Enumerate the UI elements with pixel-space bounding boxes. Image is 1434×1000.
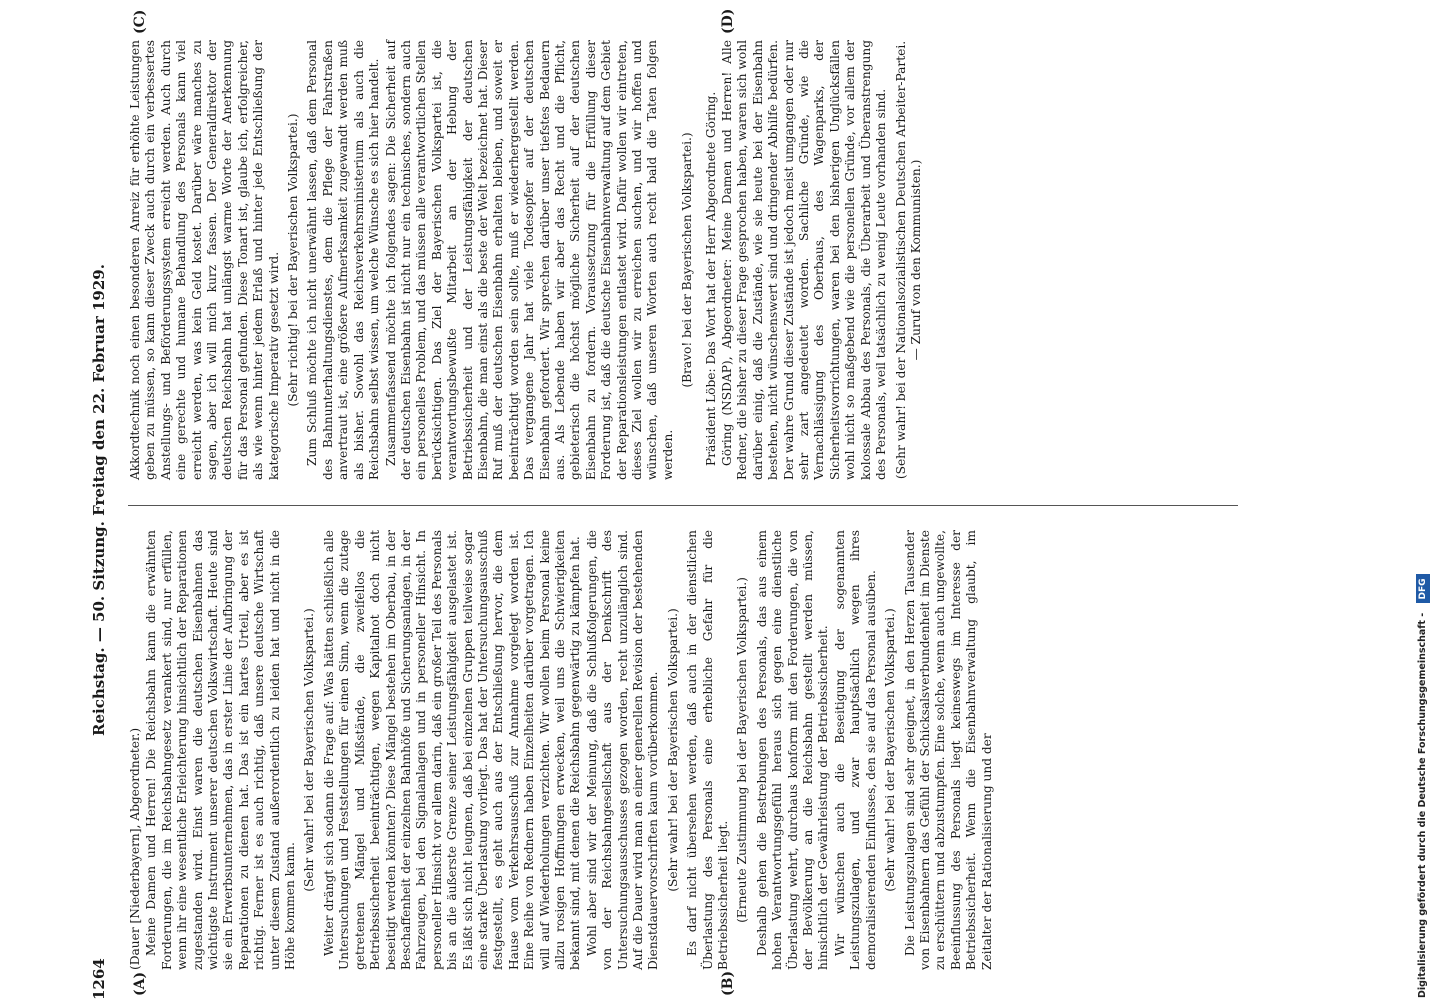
interjection: (Sehr richtig! bei der Bayerischen Volkspartei.): [286, 113, 301, 407]
paragraph: Die Leistungszulagen sind sehr geeignet, in den Herzen Tausender von Eisenbahnern das Gefühl der Schicksalsverbundenheit im Dienste zu erschüttern und abzustumpfen. Eine solche, wenn auch ungewollte, Beeinflussung des Personals liegt keineswegs im Interesse der Betriebssicherheit. Wenn die Eisenbahnverwaltung glaubt, im Zeitalter der Rationalisierung und der: [902, 530, 994, 970]
interjection: (Sehr wahr! bei der Nationalsozialistischen Deutschen Arbeiter-Partei. — Zuruf von den Kommunisten.): [893, 40, 923, 480]
text-column-right: [128, 40, 928, 480]
paragraph: Präsident Löbe: Das Wort hat der Herr Abgeordnete Göring.: [703, 91, 718, 466]
paragraph: Es darf nicht übersehen werden, daß auch in der dienstlichen Überlastung des Personals eine erhebliche Gefahr für die Betriebssicherheit liegt.: [685, 530, 731, 970]
paragraph: Meine Damen und Herren! Die Reichsbahn kann die erwähnten Forderungen, die im Reichsbahngesetz verankert sind, nur erfüllen, wenn ihr eine wesentliche Erleichterung hinsichtlich der Reparationen zugestanden wird. Einst waren die deutschen Eisenbahnen das wichtigste Instrument unserer deutschen Volkswirtschaft. Heute sind sie ein Erwerbsunternehmen, das in erster Linie der Aufbringung der Reparationen zu dienen hat. Das ist ein hartes Urteil, aber es ist richtig. Ferner ist es auch richtig, daß unsere deutsche Wirtschaft unter diesem Zustand außerordentlich zu leiden hat und nicht in die Höhe kommen kann.: [144, 530, 298, 970]
page-number: 1264: [90, 958, 108, 1000]
interjection: (Erneute Zustimmung bei der Bayerischen Volkspartei.): [735, 577, 750, 923]
column-divider: [128, 505, 1238, 506]
paragraph: Wir wünschen auch die Beseitigung der sogenannten Leistungszulagen, und zwar hauptsächlich wegen ihres demoralisierenden Einflusses, den sie auf das Personal ausüben.: [832, 530, 878, 970]
digitization-credit: [1416, 8, 1430, 998]
paragraph: Göring (NSDAP), Abgeordneter: Meine Damen und Herren! Alle Redner, die bisher zu dieser Frage gesprochen haben, waren sich wohl darüber einig, daß die Zustände, wie sie heute bei der Eisenbahn bestehen, nicht wünschenswert sind und dringender Abhilfe bedürfen. Der wahre Grund dieser Zustände ist jedoch meist umgangen oder nur sehr zart angedeutet worden. Sachliche Gründe, wie die Vernachlässigung des Oberbaus, des Wagenparks, der Sicherheitsvorrichtungen, waren bei den bisherigen Unglücksfällen wohl nicht so maßgebend wie die personellen Gründe, vor allem der kolossale Abbau des Personals, die Überarbeit und Überanstrengung des Personals, weil tatsächlich zu wenig Leute vorhanden sind.: [720, 40, 889, 480]
paragraph: (Dauer [Niederbayern], Abgeordneter.): [128, 727, 142, 970]
paragraph: Deshalb gehen die Bestrebungen des Personals, das aus einem hohen Verantwortungsgefühl heraus sich gegen eine dienstliche Überlastung wehrt, durchaus konform mit den Forderungen, die von der Bevölkerung an die Reichsbahn gestellt werden müssen, hinsichtlich der Gewährleistung der Betriebssicherheit.: [754, 530, 831, 970]
interjection: (Sehr wahr! bei der Bayerischen Volkspartei.): [302, 608, 317, 892]
rotated-document-page: [80, 0, 1340, 1000]
text-column-left: [128, 530, 996, 970]
interjection: (Sehr wahr! bei der Bayerischen Volkspartei.): [665, 608, 680, 892]
paragraph: Wohl aber sind wir der Meinung, daß die Schlußfolgerungen, die von der Reichsbahngesellschaft aus der Denkschrift des Untersuchungsausschusses gezogen worden, recht unzulänglich sind. Auf die Dauer wird man an einer generellen Revision der bestehenden Dienstdauervorschriften kaum vorüberkommen.: [584, 530, 661, 970]
paragraph: Weiter drängt sich sodann die Frage auf: Was hätten schließlich alle Untersuchungen und Feststellungen für einen Sinn, wenn die zutage getretenen Mängel und Mißstände, die zweifellos die Betriebssicherheit beeinträchtigen, wegen Kapitalnot doch nicht beseitigt werden könnten? Diese Mängel bestehen im Oberbau, in der Beschaffenheit der einzelnen Bahnhöfe und Sicherungsanlagen, in der Fahrzeugen, bei den Signalanlagen und in personeller Hinsicht. In personeller Hinsicht vor allem darin, daß ein großer Teil des Personals bis an die äußerste Grenze seiner Leistungsfähigkeit ausgelastet ist. Es läßt sich nicht leugnen, daß bei einzelnen Gruppen teilweise sogar eine starke Überlastung vorliegt. Das hat der Untersuchungsausschuß festgestellt, es geht auch aus der Entschließung hervor, die dem Hause vom Verkehrsausschuß zur Annahme vorgelegt worden ist. Eine Reihe von Rednern haben Einzelheiten darüber vorgetragen. Ich will auf Wiederholungen verzichten. Wir wollen beim Personal keine allzu rosigen Hoffnungen erwecken, weil uns die Schwierigkeiten bekannt sind, mit denen die Reichsbahn gegenwärtig zu kämpfen hat.: [321, 530, 583, 970]
interjection: (Sehr wahr! bei der Bayerischen Volkspartei.): [883, 608, 898, 892]
margin-marker-b: (B): [720, 970, 736, 996]
margin-marker-c: (C): [132, 9, 148, 34]
paragraph: Akkordtechnik noch einen besonderen Anreiz für erhöhte Leistungen geben zu müssen, so kann dieser Zweck auch durch ein verbessertes Anstellungs- und Beförderungssystem erreicht werden. Auch durch eine gerechte und humane Behandlung des Personals kann viel erreicht werden, was kein Geld kostet. Darüber wäre manches zu sagen, aber ich will mich kurz fassen. Der Generaldirektor der deutschen Reichsbahn hat unlängst warme Worte der Anerkennung für das Personal gefunden. Diese Tonart ist, glaube ich, erfolgreicher, als wie wenn hinter jedem Erlaß und hinter jede Entschließung der kategorische Imperativ gesetzt wird.: [128, 40, 281, 480]
page-header: [80, 0, 120, 1000]
paragraph: Zusammenfassend möchte ich folgendes sagen: Die Sicherheit auf der deutschen Eisenbahn ist nicht nur ein technisches, sondern auch ein personelles Problem, und das müssen alle verantwortlichen Stellen berücksichtigen. Das Ziel der Bayerischen Volkspartei ist, die verantwortungsbewußte Mitarbeit an der Hebung der Betriebssicherheit und der Leistungsfähigkeit der deutschen Eisenbahn, die man einst als die beste der Welt bezeichnet hat. Dieser Ruf muß der deutschen Eisenbahn erhalten bleiben, und soweit er beeinträchtigt worden sein sollte, muß er wiederhergestellt werden. Das vergangene Jahr hat viele Todesopfer auf der deutschen Eisenbahn gefordert. Wir sprechen darüber unser tiefstes Bedauern aus. Als Lebende haben wir aber das Recht und die Pflicht, gebieterisch die höchst mögliche Sicherheit auf der deutschen Eisenbahn zu fordern. Voraussetzung für die Erfüllung dieser Forderung ist, daß die deutsche Eisenbahnverwaltung auf dem Gebiet der Reparationsleistungen entlastet wird. Dafür wollen wir eintreten, dieses Ziel wollen wir zu erreichen suchen, und wir hoffen und wünschen, daß unseren Worten auch recht bald die Taten folgen werden.: [383, 40, 675, 480]
margin-marker-a: (A): [132, 971, 148, 996]
dfg-logo: DFG: [1416, 574, 1430, 603]
margin-marker-d: (D): [720, 8, 736, 34]
credit-text: Digitalisierung gefördert durch die Deutsche Forschungsgemeinschaft -: [1417, 612, 1428, 998]
paragraph: Zum Schluß möchte ich nicht unerwähnt lassen, daß dem Personal des Bahnunterhaltungsdienstes, dem die Pflege der Fahrstraßen anvertraut ist, eine größere Aufmerksamkeit zugewandt werden muß als bisher. Sowohl das Reichsverkehrsministerium als auch die Reichsbahn selbst wissen, um welche Wünsche es sich hier handelt.: [305, 40, 382, 480]
session-line: Reichstag. — 50. Sitzung. Freitag den 22. Februar 1929.: [90, 264, 108, 736]
interjection: (Bravo! bei der Bayerischen Volkspartei.): [680, 132, 695, 388]
